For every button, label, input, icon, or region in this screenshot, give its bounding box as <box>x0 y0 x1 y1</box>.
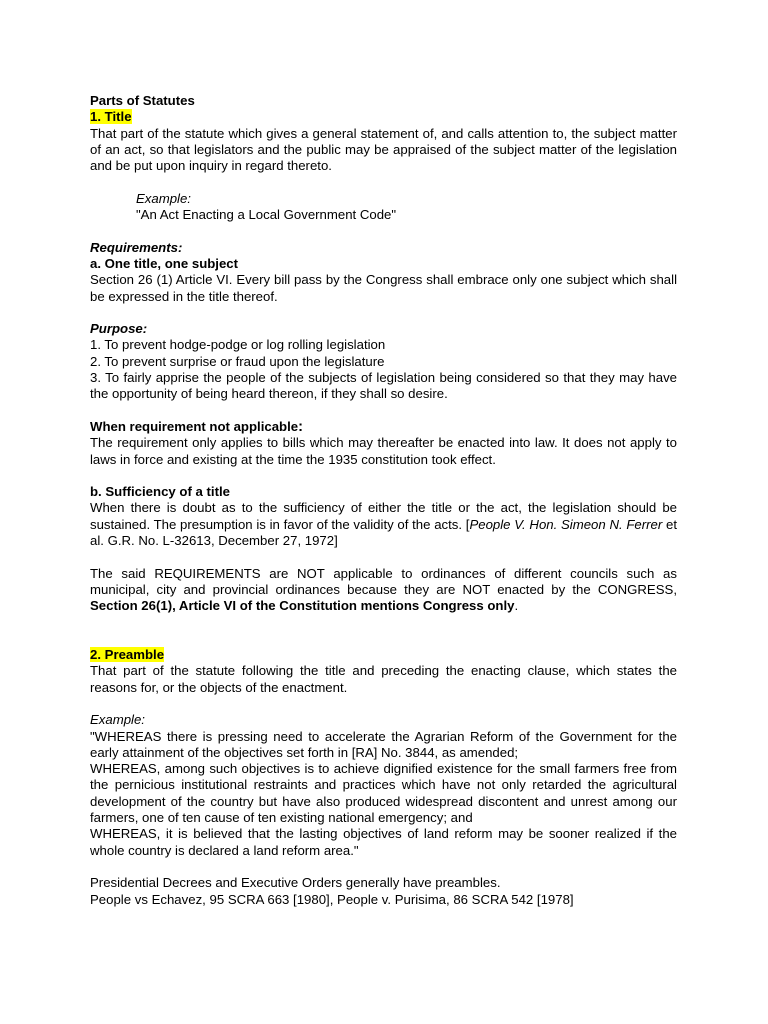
preamble-definition: That part of the statute following the title and preceding the enacting clause, which states the reasons for, or the objects of the enactment. <box>90 663 677 695</box>
not-applicable-colon: : <box>298 418 303 435</box>
document-page <box>90 93 677 908</box>
preamble-whereas-3: WHEREAS, it is believed that the lasting objectives of land reform may be sooner realized if the whole country is declared a land reform area." <box>90 826 677 858</box>
ordinances-paragraph <box>90 566 677 615</box>
req-a-heading: a. One title, one subject <box>90 255 239 271</box>
title-example-block <box>90 191 677 224</box>
title-example-label: Example: <box>136 190 191 206</box>
requirements-label: Requirements: <box>90 239 183 255</box>
req-b-case-name: People V. Hon. Simeon N. Ferrer <box>469 516 663 532</box>
preamble-pd-text: Presidential Decrees and Executive Orders generally have preambles. <box>90 875 501 891</box>
req-a-text: Section 26 (1) Article VI. Every bill pass by the Congress shall embrace only one subject which shall be expressed in the title thereof. <box>90 272 677 304</box>
req-b-text: When there is doubt as to the sufficiency of either the title or the act, the legislation should be sustained. The presumption is in favor of the validity of the acts. [ <box>90 500 677 532</box>
not-applicable-text: The requirement only applies to bills which may thereafter be enacted into law. It does not apply to laws in force and existing at the time the 1935 constitution took effect. <box>90 435 677 467</box>
req-b-paragraph <box>90 500 677 549</box>
title-example-text: "An Act Enacting a Local Government Code" <box>136 207 397 223</box>
not-applicable-heading-text: When requirement not applicable <box>90 418 299 434</box>
ordinances-text: The said REQUIREMENTS are NOT applicable to ordinances of different councils such as municipal, city and provincial ordinances because they are NOT enacted by the CONGRESS, <box>90 565 677 597</box>
ordinances-end: . <box>514 598 519 614</box>
preamble-whereas-1: "WHEREAS there is pressing need to accelerate the Agrarian Reform of the Government for the early attainment of the objectives set forth in [RA] No. 3844, as amended; <box>90 728 677 760</box>
document-title: Parts of Statutes <box>90 93 195 108</box>
preamble-section-heading: 2. Preamble <box>90 647 165 663</box>
not-applicable-heading <box>90 419 677 435</box>
purpose-item-1: 1. To prevent hodge-podge or log rolling legislation <box>90 337 386 353</box>
purpose-item-2: 2. To prevent surprise or fraud upon the legislature <box>90 353 385 369</box>
ordinances-bold: Section 26(1), Article VI of the Constitution mentions Congress only <box>90 598 515 614</box>
req-b-heading: b. Sufficiency of a title <box>90 484 230 500</box>
req-b-case-citation: et al. G.R. No. L-32613, December 27, 1972] <box>90 516 677 549</box>
preamble-citations: People vs Echavez, 95 SCRA 663 [1980], People v. Purisima, 86 SCRA 542 [1978] <box>90 891 574 907</box>
purpose-item-3: 3. To fairly apprise the people of the subjects of legislation being considered so that they may have the opportunity of being heard thereon, if they shall so desire. <box>90 370 677 402</box>
title-definition: That part of the statute which gives a general statement of, and calls attention to, the subject matter of an act, so that legislators and the public may be appraised of the subject matter of the legislation and be put upon inquiry in regard thereto. <box>90 125 677 174</box>
title-section-heading: 1. Title <box>90 109 132 125</box>
preamble-example-label: Example: <box>90 712 145 728</box>
preamble-whereas-2: WHEREAS, among such objectives is to achieve dignified existence for the small farmers free from the pernicious institutional restraints and practices which have not only retarded the agricultural development of the country but have also produced widespread discontent and unrest among our farmers, one of ten cause of ten existing national emergency; and <box>90 761 677 826</box>
purpose-label: Purpose: <box>90 321 148 337</box>
